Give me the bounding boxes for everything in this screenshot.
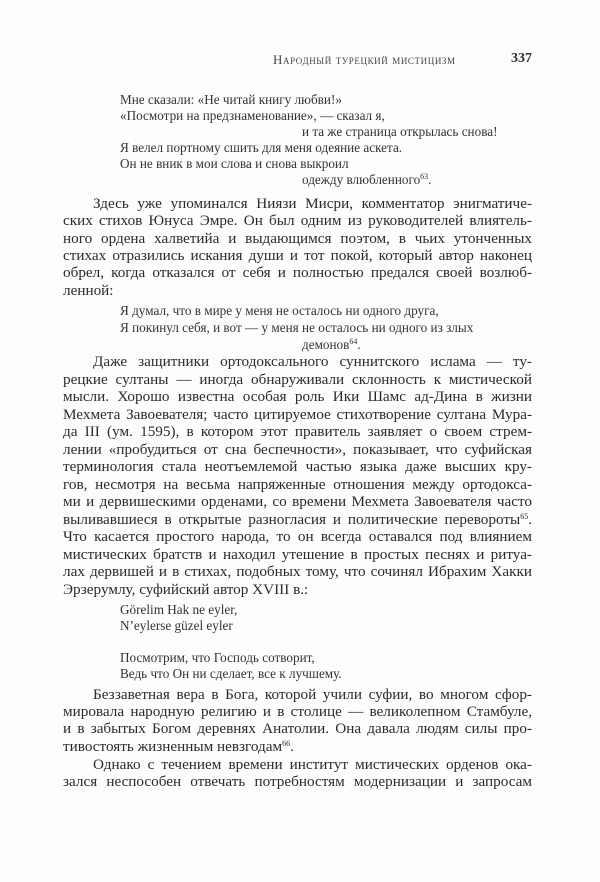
- text-line: [93, 195, 532, 213]
- line-text: Посмотрим, что Господь сотворит,: [120, 650, 315, 665]
- text-line: [63, 212, 532, 230]
- text-line: [63, 388, 532, 406]
- text-line: [63, 458, 532, 476]
- line-text: выливавшиеся в открытые разногласия и политические перевороты: [63, 510, 521, 528]
- text-line: [63, 528, 532, 546]
- text-line: [63, 563, 532, 581]
- punctuation: .: [357, 337, 361, 352]
- text-line: [93, 756, 532, 774]
- line-text: Мне сказали: «Не читай книгу любви!»: [120, 92, 342, 107]
- verse-line: [120, 140, 402, 156]
- line-text: терминология стала неотъемлемой частью языка даже высших кру-: [63, 458, 532, 475]
- line-text: Ведь что Он ни сделает, все к лучшему.: [120, 666, 342, 681]
- punctuation: .: [290, 737, 294, 755]
- line-text: лах дервишей и в стихах, подобных тому, что сочинял Ибрахим Хакки: [63, 563, 532, 580]
- line-text: Мехмета Завоевателя; часто цитируемое стихотворение султана Мура-: [63, 405, 532, 423]
- text-line: [63, 581, 532, 599]
- text-line: [63, 773, 532, 791]
- text-line: [63, 493, 532, 511]
- text-line: [93, 353, 532, 371]
- text-line: [63, 406, 532, 424]
- text-line: [63, 476, 532, 494]
- footnote-ref[interactable]: 63: [420, 172, 429, 181]
- line-text: ми и дервишескими орденами, со времени Мехмета Завоевателя часто: [63, 493, 532, 510]
- verse-line: [302, 124, 498, 140]
- line-text: Он не вник в мои слова и снова выкроил: [120, 156, 349, 171]
- text-line: [63, 247, 532, 265]
- verse-line: [120, 92, 342, 108]
- line-text: Я думал, что в мире у меня не осталось ни одного друга,: [120, 303, 439, 318]
- verse-line: [120, 650, 315, 666]
- punctuation: .: [528, 510, 532, 528]
- line-text: обрел, когда отказался от себя и полностью предался своей возлюб-: [63, 264, 532, 282]
- line-text: ного ордена халветийа и выдающимся поэтом, в чьих утонченных: [63, 229, 532, 247]
- verse-line: [120, 666, 342, 682]
- verse-line: [120, 320, 473, 336]
- text-line: [63, 230, 532, 248]
- punctuation: .: [428, 172, 432, 187]
- line-text: Однако с течением времени институт мистических орденов ока-: [93, 756, 532, 773]
- running-title: Народный турецкий мистицизм: [273, 52, 456, 67]
- text-line: [63, 703, 532, 721]
- line-text: мысли. Хорошо известна особая роль Ики Шамс ад-Дина в жизни: [63, 388, 532, 405]
- line-text: ленной:: [63, 281, 114, 299]
- line-text: Здесь уже упоминался Ниязи Мисри, комментатор энигматиче-: [93, 195, 532, 212]
- line-text: рецкие султаны — иногда обнаруживали склонность к мистической: [63, 370, 532, 388]
- line-text: Görelim Hak ne eyler,: [120, 602, 238, 617]
- text-line: [63, 371, 532, 389]
- text-line: [63, 282, 532, 300]
- line-text: одежду влюбленного: [302, 172, 421, 187]
- line-text: Даже защитники ортодоксального суннитского ислама — ту-: [93, 353, 532, 370]
- line-text: мировала народную религию и в столице — великолепном Стамбуле,: [63, 703, 532, 721]
- footnote-ref[interactable]: 64: [349, 337, 358, 346]
- text-line: [63, 738, 532, 756]
- line-text: зался неспособен отвечать потребностям модернизации и запросам: [63, 772, 532, 790]
- verse-line: [120, 303, 439, 319]
- verse-line: [302, 337, 361, 353]
- text-line: [63, 264, 532, 282]
- line-text: и та же страница открылась снова!: [302, 124, 498, 139]
- line-text: тивостоять жизненным невзгодам: [63, 737, 283, 755]
- line-text: демонов: [302, 337, 350, 352]
- line-text: N’eylerse güzel eyler: [120, 618, 233, 633]
- line-text: мистических братств и находил утешение в простых песнях и ритуа-: [63, 545, 532, 563]
- line-text: стихах отразились искания души и тот покой, который автор наконец: [63, 246, 532, 264]
- line-text: Что касается простого народа, то он всегда оставался под влиянием: [63, 528, 532, 545]
- text-line: [63, 511, 532, 529]
- line-text: Я велел портному сшить для меня одеяние аскета.: [120, 140, 403, 155]
- line-text: ских стихов Юнуса Эмре. Он был одним из руководителей влиятель-: [63, 212, 532, 230]
- text-line: [63, 423, 532, 441]
- page-number: 337: [511, 51, 532, 66]
- line-text: гов, несмотря на весьма напряженные отношения между ортодокса-: [63, 475, 532, 493]
- text-line: [93, 686, 532, 704]
- line-text: да III (ум. 1595), в котором этот правитель заявляет о своем стрем-: [63, 423, 532, 440]
- text-line: [63, 546, 532, 564]
- line-text: лении «пробудиться от сна беспечности», показывает, что суфийская: [63, 440, 532, 458]
- verse-line: [120, 156, 349, 172]
- footnote-ref[interactable]: 65: [520, 511, 529, 521]
- text-line: [63, 441, 532, 459]
- verse-line: [302, 172, 431, 188]
- verse-line: [120, 618, 233, 634]
- text-line: [63, 720, 532, 738]
- footnote-ref[interactable]: 66: [282, 738, 291, 748]
- line-text: и в забытых Богом деревнях Анатолии. Она давала людям силы про-: [63, 720, 532, 738]
- line-text: Я покинул себя, и вот — у меня не осталось ни одного из злых: [120, 320, 474, 335]
- line-text: Эрзерумлу, суфийский автор XVIII в.:: [63, 580, 309, 598]
- verse-line: [120, 108, 385, 124]
- line-text: Беззаветная вера в Бога, которой учили суфии, во многом сфор-: [93, 686, 532, 703]
- line-text: «Посмотри на предзнаменование», — сказал я,: [120, 108, 385, 123]
- verse-line: [120, 602, 237, 618]
